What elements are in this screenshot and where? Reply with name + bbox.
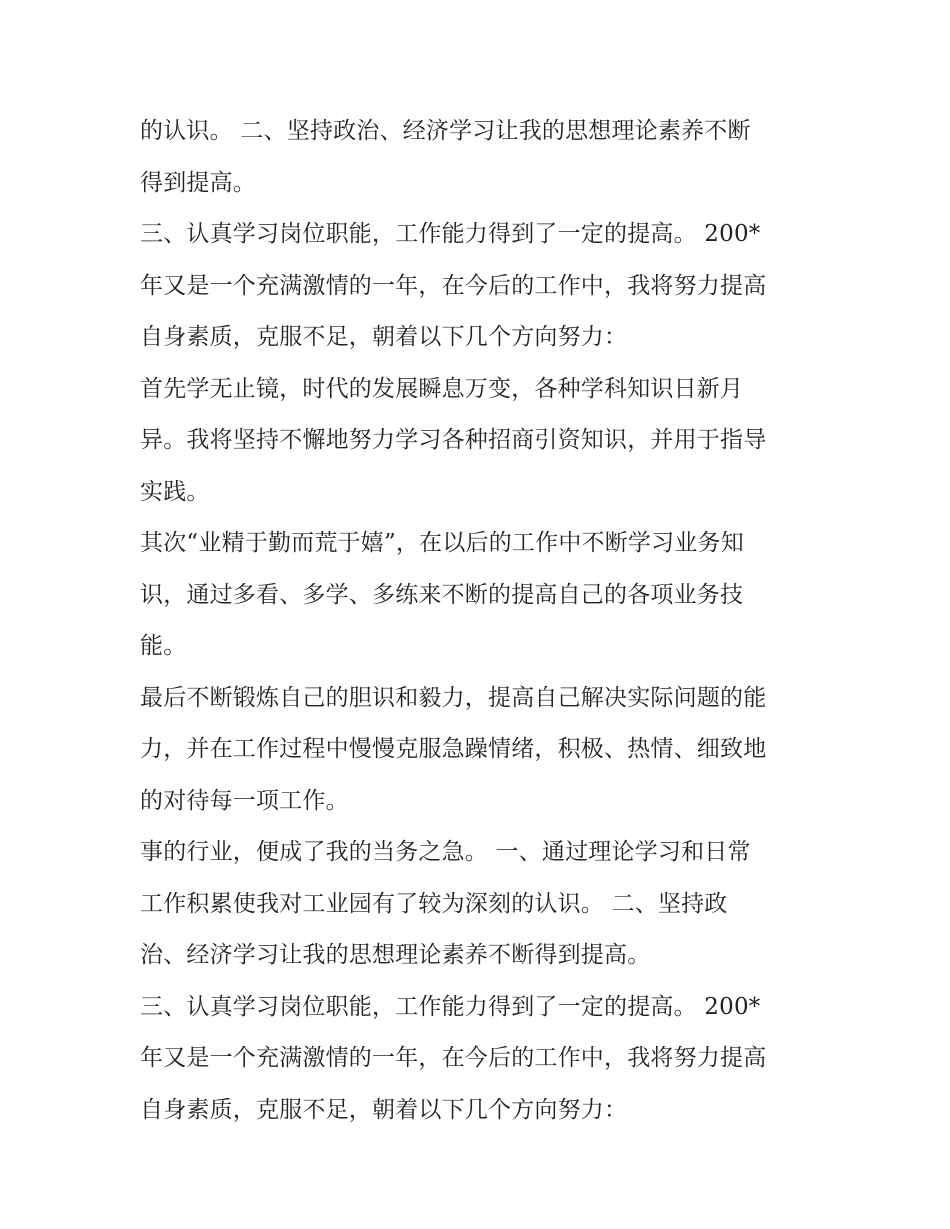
text-line: 事的行业，便成了我的当务之急。 一、通过理论学习和日常 (140, 839, 751, 865)
text-line: 异。我将坚持不懈地努力学习各种招商引资知识，并用于指导 (140, 427, 767, 453)
text-line: 识，通过多看、多学、多练来不断的提高自己的各项业务技 (140, 581, 744, 608)
text-line: 得到提高。 (140, 169, 256, 196)
text-line: 自身素质，克服不足，朝着以下几个方向努力： (140, 1096, 628, 1123)
text-line: 能。 (140, 633, 187, 659)
text-line: 三、认真学习岗位职能，工作能力得到了一定的提高。 200* (140, 221, 761, 247)
text-line: 实践。 (140, 478, 210, 505)
text-line: 其次“业精于勤而荒于嬉”，在以后的工作中不断学习业务知 (140, 530, 744, 556)
text-line: 治、经济学习让我的思想理论素养不断得到提高。 (140, 942, 651, 968)
text-line: 年又是一个充满激情的一年，在今后的工作中，我将努力提高 (140, 272, 767, 299)
document-body (140, 106, 820, 1136)
text-line: 自身素质，克服不足，朝着以下几个方向努力： (140, 324, 628, 350)
text-line: 的认识。 二、坚持政治、经济学习让我的思想理论素养不断 (140, 118, 751, 144)
text-line: 年又是一个充满激情的一年，在今后的工作中，我将努力提高 (140, 1045, 767, 1071)
text-line: 的对待每一项工作。 (140, 787, 349, 814)
text-line: 最后不断锻炼自己的胆识和毅力，提高自己解决实际问题的能 (140, 684, 767, 711)
text-line: 工作积累使我对工业园有了较为深刻的认识。 二、坚持政 (140, 890, 728, 917)
text-line: 首先学无止镜，时代的发展瞬息万变，各种学科知识日新月 (140, 375, 744, 402)
text-line: 三、认真学习岗位职能，工作能力得到了一定的提高。 200* (140, 993, 761, 1020)
text-line: 力，并在工作过程中慢慢克服急躁情绪，积极、热情、细致地 (140, 736, 767, 762)
